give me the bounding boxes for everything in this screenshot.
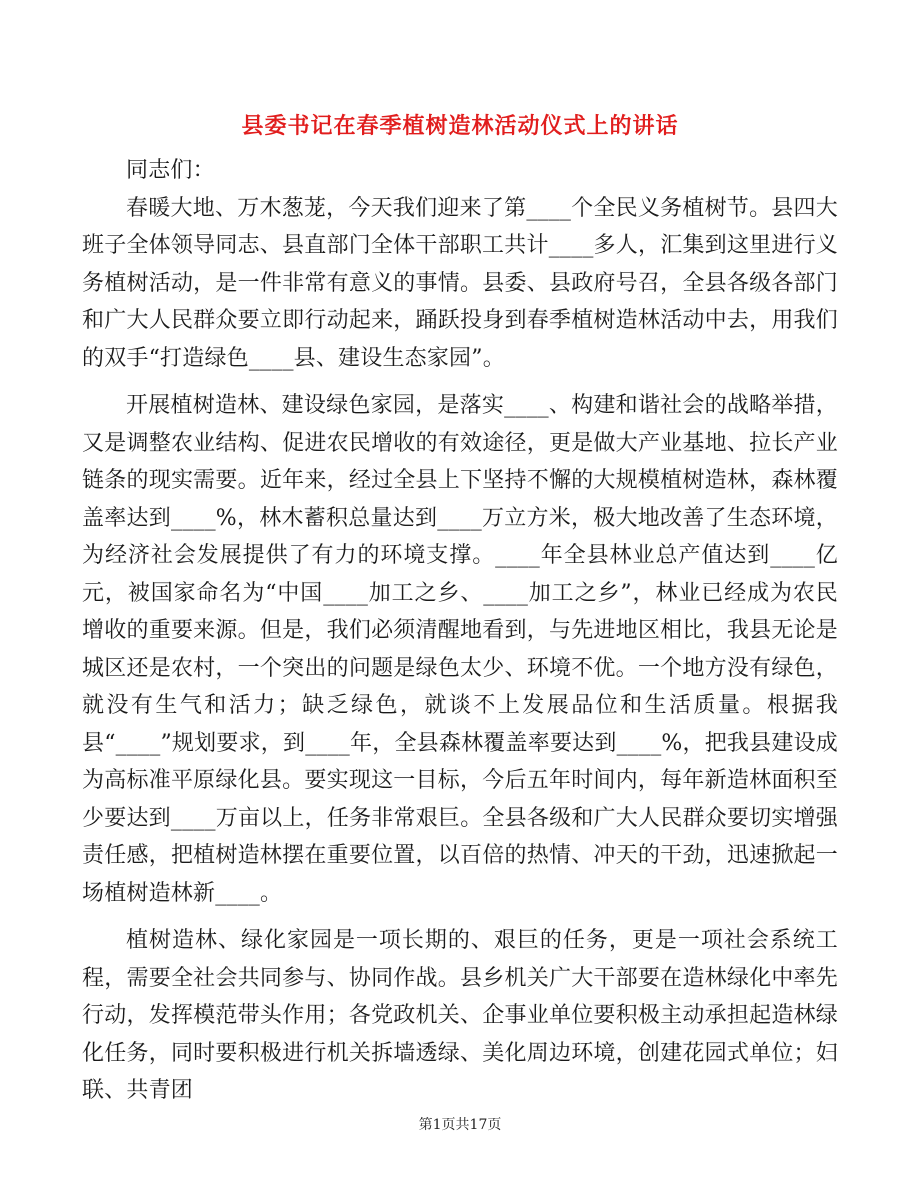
document-title: 县委书记在春季植树造林活动仪式上的讲话 <box>241 114 679 139</box>
document-body <box>82 152 838 1110</box>
paragraph-2: 开展植树造林、建设绿色家园，是落实____、构建和谐社会的战略举措，又是调整农业结构、促进农民增收的有效途径，更是做大产业基地、拉长产业链条的现实需要。近年来，经过全县上下坚持不懈的大规模植树造林，森林覆盖率达到____%，林木蓄积总量达到____万立方米，极大地改善了生态环境，为经济社会发展提供了有力的环境支撑。____年全县林业总产值达到____亿元，被国家命名为“中国____加工之乡、____加工之乡”，林业已经成为农民增收的重要来源。但是，我们必须清醒地看到，与先进地区相比，我县无论是城区还是农村，一个突出的问题是绿色太少、环境不优。一个地方没有绿色，就没有生气和活力；缺乏绿色，就谈不上发展品位和生活质量。根据我县“____”规划要求，到____年，全县森林覆盖率要达到____%，把我县建设成为高标准平原绿化县。要实现这一目标，今后五年时间内，每年新造林面积至少要达到____万亩以上，任务非常艰巨。全县各级和广大人民群众要切实增强责任感，把植树造林摆在重要位置，以百倍的热情、冲天的干劲，迅速掀起一场植树造林新____。 <box>82 393 838 906</box>
page-number-footer: 第1页共17页 <box>418 1117 502 1133</box>
paragraph-1: 春暖大地、万木葱茏，今天我们迎来了第____个全民义务植树节。县四大班子全体领导同志、县直部门全体干部职工共计____多人，汇集到这里进行义务植树活动，是一件非常有意义的事情。县委、县政府号召，全县各级各部门和广大人民群众要立即行动起来，踊跃投身到春季植树造林活动中去，用我们的双手“打造绿色____县、建设生态家园”。 <box>82 195 838 371</box>
greeting-line: 同志们： <box>126 158 215 183</box>
paragraph-3: 植树造林、绿化家园是一项长期的、艰巨的任务，更是一项社会系统工程，需要全社会共同参与、协同作战。县乡机关广大干部要在造林绿化中率先行动，发挥模范带头作用；各党政机关、企事业单位要积极主动承担起造林绿化任务，同时要积极进行机关拆墙透绿、美化周边环境，创建花园式单位；妇联、共青团 <box>82 928 838 1103</box>
